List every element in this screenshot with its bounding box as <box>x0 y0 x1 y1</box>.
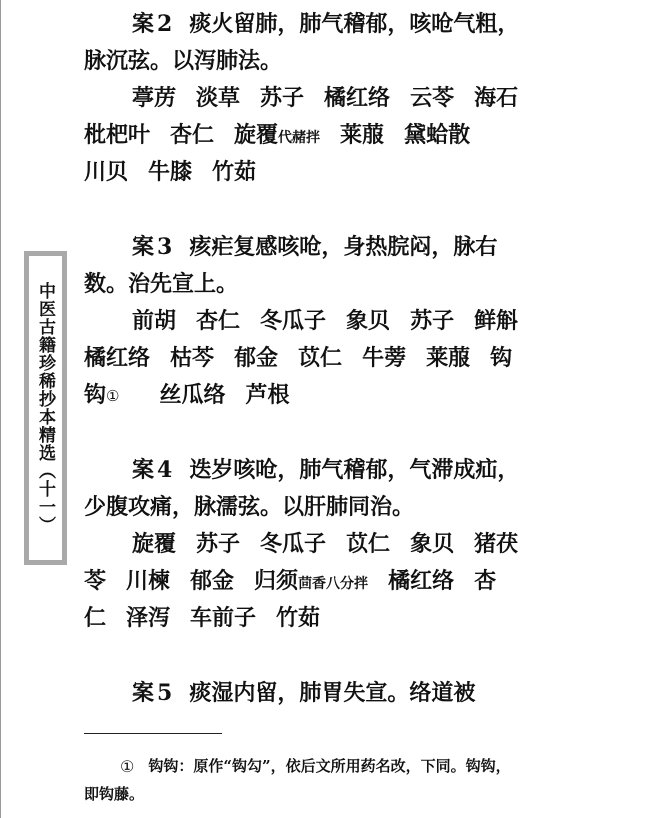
case-2-rx-line-2 <box>84 340 574 377</box>
herb: 象贝 <box>410 531 455 557</box>
herb: 泽泻 <box>126 605 171 631</box>
case-1 <box>84 6 574 191</box>
case-2-rx-line-1 <box>84 303 574 340</box>
case-2-text-1: 痎疟复感咳呛，身热脘闷，脉右 <box>189 234 498 260</box>
herb: 丝瓜络 <box>159 382 226 408</box>
series-side-label-text: 中医古籍珍稀抄本精选（十一） <box>35 282 55 534</box>
case-1-line-1 <box>84 6 574 43</box>
herb: 前胡 <box>132 308 177 334</box>
herb: 川楝 <box>126 568 171 594</box>
case-4-text-1: 痰湿内留，肺胃失宣。络道被 <box>189 680 476 706</box>
herb: 牛蒡 <box>362 345 407 371</box>
herb: 象贝 <box>346 308 391 334</box>
herb: 苏子 <box>196 531 241 557</box>
herb: 葶苈 <box>132 85 177 111</box>
case-2-label: 案3 <box>132 234 176 260</box>
herb: 云苓 <box>410 85 455 111</box>
footnote-mark: ① <box>120 757 135 776</box>
herb: 郁金 <box>234 345 279 371</box>
herb: 枯芩 <box>170 345 215 371</box>
herb-prep-note: 茴香八分拌 <box>298 576 369 592</box>
herb: 杏仁 <box>196 308 241 334</box>
herb: 苓 <box>84 568 107 594</box>
herb: 归须 <box>254 568 299 594</box>
case-3-line-2: 少腹攻痛，脉濡弦。以肝肺同治。 <box>84 494 415 520</box>
case-3-text-1: 迭岁咳呛，肺气稽郁，气滞成疝， <box>189 457 520 483</box>
herb: 钩 <box>490 345 513 371</box>
herb-prep-note: 代赭拌 <box>278 130 321 146</box>
case-4-label: 案5 <box>132 680 176 706</box>
herb: 竹茹 <box>212 159 257 185</box>
herb: 仁 <box>84 605 107 631</box>
herb: 苡仁 <box>346 531 391 557</box>
case-3-rx-line-2 <box>84 563 574 600</box>
case-2-line-2: 数。治先宣上。 <box>84 271 239 297</box>
herb: 海石 <box>474 85 519 111</box>
herb: 淡草 <box>196 85 241 111</box>
page-edge-line <box>0 0 1 818</box>
footnote-text-1: 钩钩：原作“钩勾”，依后文所用药名改，下同。钩钩， <box>148 757 511 775</box>
case-2-rx-line-3 <box>84 377 574 414</box>
herb: 橘红络 <box>84 345 151 371</box>
herb: 旋覆 <box>234 122 279 148</box>
case-3-rx-line-1 <box>84 526 574 563</box>
case-1-line-2: 脉沉弦。以泻肺法。 <box>84 48 283 74</box>
series-side-label <box>24 251 67 565</box>
herb: 旋覆 <box>132 531 177 557</box>
footnote <box>84 752 584 808</box>
case-3 <box>84 452 574 637</box>
case-3-rx-line-3 <box>84 600 574 637</box>
case-2-line-1 <box>84 229 574 266</box>
herb: 郁金 <box>190 568 235 594</box>
herb: 鲜斛 <box>474 308 519 334</box>
herb: 莱菔 <box>340 122 385 148</box>
herb: 芦根 <box>245 382 290 408</box>
herb: 莱菔 <box>426 345 471 371</box>
case-1-rx-line-2 <box>84 117 574 154</box>
footnote-rule <box>84 733 222 734</box>
herb: 苏子 <box>260 85 305 111</box>
footnote-line-1 <box>84 752 584 780</box>
herb: 牛膝 <box>148 159 193 185</box>
case-2 <box>84 229 574 414</box>
case-3-label: 案4 <box>132 457 176 483</box>
herb: 冬瓜子 <box>260 308 327 334</box>
case-4 <box>84 675 574 712</box>
case-1-text-1: 痰火留肺，肺气稽郁，咳呛气粗， <box>189 11 520 37</box>
herb: 川贝 <box>84 159 129 185</box>
herb: 枇杷叶 <box>84 122 151 148</box>
herb: 苡仁 <box>298 345 343 371</box>
herb: 杏 <box>474 568 497 594</box>
case-4-line-1 <box>84 675 574 712</box>
herb: 钩 <box>84 382 107 408</box>
herb: 橘红络 <box>388 568 455 594</box>
herb: 猪茯 <box>474 531 519 557</box>
case-3-line-1 <box>84 452 574 489</box>
herb: 竹茹 <box>276 605 321 631</box>
footnote-text-2: 即钩藤。 <box>84 785 145 803</box>
herb: 苏子 <box>410 308 455 334</box>
case-1-label: 案2 <box>132 11 176 37</box>
herb: 杏仁 <box>170 122 215 148</box>
herb: 车前子 <box>190 605 257 631</box>
footnote-ref-mark: ① <box>106 387 120 405</box>
case-1-rx-line-3 <box>84 154 574 191</box>
case-1-rx-line-1 <box>84 80 574 117</box>
herb: 冬瓜子 <box>260 531 327 557</box>
herb: 黛蛤散 <box>404 122 471 148</box>
herb: 橘红络 <box>324 85 391 111</box>
